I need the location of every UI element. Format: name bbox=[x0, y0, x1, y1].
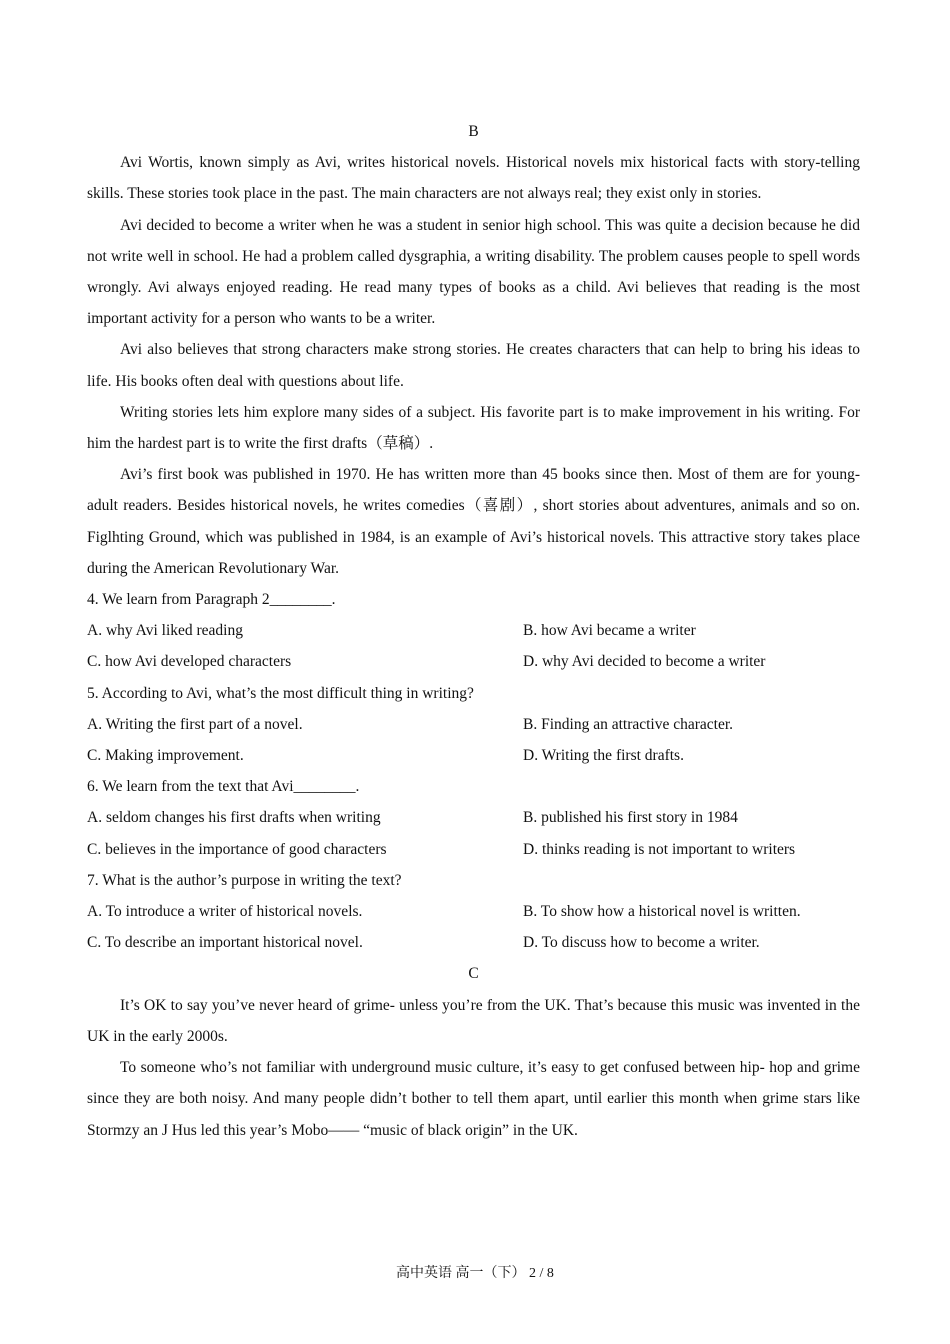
page-content bbox=[87, 116, 860, 1146]
page-footer: 高中英语 高一（下） 2 / 8 bbox=[396, 1266, 554, 1281]
option-c: C. believes in the importance of good characters bbox=[87, 840, 387, 858]
section-c-paragraph-1: It’s OK to say you’ve never heard of grime- unless you’re from the UK. That’s because this music was invented in the UK in the early 2000s. bbox=[87, 996, 860, 1045]
option-c: C. how Avi developed characters bbox=[87, 653, 292, 671]
option-d: D. Writing the first drafts. bbox=[523, 747, 684, 765]
question-stem: 4. We learn from Paragraph 2________. bbox=[87, 591, 336, 609]
option-c: C. To describe an important historical novel. bbox=[87, 934, 363, 952]
question-options bbox=[87, 896, 860, 958]
question-stem: 5. According to Avi, what’s the most difficult thing in writing? bbox=[87, 684, 474, 702]
question-options bbox=[87, 802, 860, 864]
option-b: B. Finding an attractive character. bbox=[523, 715, 734, 733]
section-b-heading: B bbox=[468, 123, 479, 140]
question-4 bbox=[87, 584, 860, 678]
option-b: B. To show how a historical novel is written. bbox=[523, 903, 801, 921]
option-a: A. Writing the first part of a novel. bbox=[87, 715, 303, 733]
question-options bbox=[87, 615, 860, 677]
question-5 bbox=[87, 678, 860, 772]
option-a: A. seldom changes his first drafts when writing bbox=[87, 809, 381, 827]
question-stem: 7. What is the author’s purpose in writing the text? bbox=[87, 871, 402, 889]
option-b: B. how Avi became a writer bbox=[523, 622, 696, 640]
section-b-paragraph-1: Avi Wortis, known simply as Avi, writes historical novels. Historical novels mix historical facts with story-telling skills. These stories took place in the past. The main characters are not always real; they exist only in stories. bbox=[87, 154, 860, 203]
option-a: A. To introduce a writer of historical novels. bbox=[87, 903, 363, 921]
question-6 bbox=[87, 771, 860, 865]
option-c: C. Making improvement. bbox=[87, 747, 244, 765]
question-stem: 6. We learn from the text that Avi________. bbox=[87, 778, 360, 796]
option-d: D. thinks reading is not important to writers bbox=[523, 840, 796, 858]
question-options bbox=[87, 709, 860, 771]
section-b-paragraph-3: Avi also believes that strong characters make strong stories. He creates characters that can help to bring his ideas to life. His books often deal with questions about life. bbox=[87, 341, 860, 390]
question-7 bbox=[87, 865, 860, 959]
section-b-paragraph-5: Avi’s first book was published in 1970. He has written more than 45 books since then. Most of them are for young-adult readers. Besides historical novels, he writes comedies（喜剧）, short stories about adventures, animals and so on. Figlhting Ground, which was published in 1984, is an example of Avi’s historical novels. This attractive story takes place during the American Revolutionary War. bbox=[87, 466, 860, 577]
option-b: B. published his first story in 1984 bbox=[523, 809, 738, 827]
section-b-paragraph-4: Writing stories lets him explore many sides of a subject. His favorite part is to make improvement in his writing. For him the hardest part is to write the first drafts（草稿）. bbox=[87, 403, 860, 453]
option-d: D. To discuss how to become a writer. bbox=[523, 934, 760, 952]
option-d: D. why Avi decided to become a writer bbox=[523, 653, 766, 671]
section-b-paragraph-2: Avi decided to become a writer when he was a student in senior high school. This was quite a decision because he did not write well in school. He had a problem called dysgraphia, a writing disability. The problem causes people to spell words wrongly. Avi always enjoyed reading. He read many types of books as a child. Avi believes that reading is the most important activity for a person who wants to be a writer. bbox=[87, 216, 860, 328]
option-a: A. why Avi liked reading bbox=[87, 622, 243, 640]
section-c-paragraph-2: To someone who’s not familiar with underground music culture, it’s easy to get confused between hip- hop and grime since they are both noisy. And many people didn’t bother to tell them apart, until earlier this month when grime stars like Stormzy an J Hus led this year’s Mobo—— “music of black origin” in the UK. bbox=[87, 1059, 860, 1139]
section-c-heading: C bbox=[468, 965, 479, 983]
